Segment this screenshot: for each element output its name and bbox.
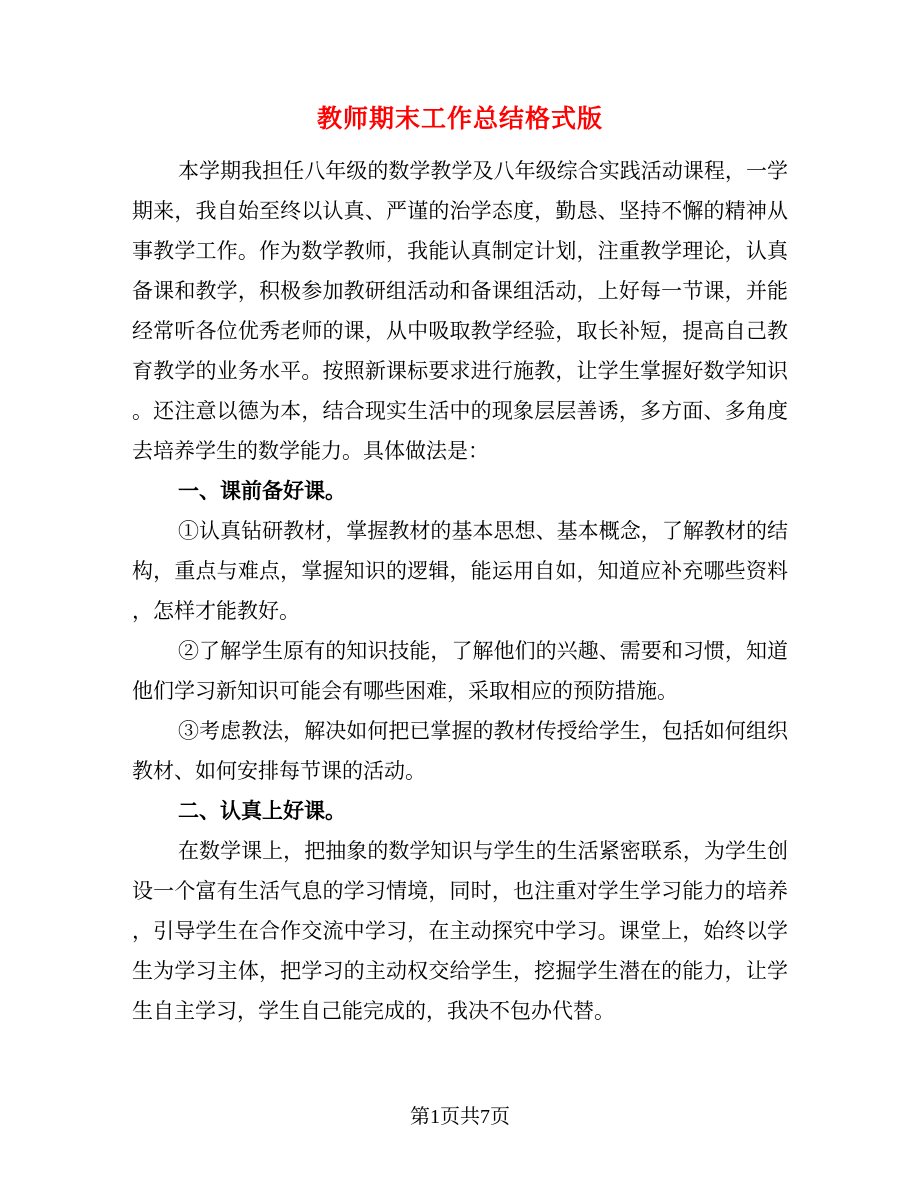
page-number: 第1页共7页 (410, 1106, 510, 1128)
document-body (132, 151, 788, 1031)
page-footer (0, 1102, 920, 1132)
document-title: 教师期末工作总结格式版 (316, 106, 603, 133)
paragraph-item-2: ②了解学生原有的知识技能，了解他们的兴趣、需要和习惯，知道他们学习新知识可能会有哪些困难，采取相应的预防措施。 (132, 639, 788, 703)
section-heading-1: 一、课前备好课。 (178, 479, 346, 503)
section-heading-2: 二、认真上好课。 (178, 799, 346, 823)
paragraph-intro: 本学期我担任八年级的数学教学及八年级综合实践活动课程，一学期来，我自始至终以认真、严谨的治学态度，勤恳、坚持不懈的精神从事教学工作。作为数学教师，我能认真制定计划，注重教学理论，认真备课和教学，积极参加教研组活动和备课组活动，上好每一节课，并能经常听各位优秀老师的课，从中吸取教学经验，取长补短，提高自己教育教学的业务水平。按照新课标要求进行施教，让学生掌握好数学知识。还注意以德为本，结合现实生活中的现象层层善诱，多方面、多角度去培养学生的数学能力。具体做法是： (132, 159, 788, 463)
paragraph-item-3: ③考虑教法，解决如何把已掌握的教材传授给学生，包括如何组织教材、如何安排每节课的活动。 (132, 719, 788, 783)
paragraph-section-2: 在数学课上，把抽象的数学知识与学生的生活紧密联系，为学生创设一个富有生活气息的学习情境，同时，也注重对学生学习能力的培养，引导学生在合作交流中学习，在主动探究中学习。课堂上，始终以学生为学习主体，把学习的主动权交给学生，挖掘学生潜在的能力，让学生自主学习，学生自己能完成的，我决不包办代替。 (132, 839, 788, 1023)
paragraph-item-1: ①认真钻研教材，掌握教材的基本思想、基本概念，了解教材的结构，重点与难点，掌握知识的逻辑，能运用自如，知道应补充哪些资料，怎样才能教好。 (132, 519, 788, 623)
